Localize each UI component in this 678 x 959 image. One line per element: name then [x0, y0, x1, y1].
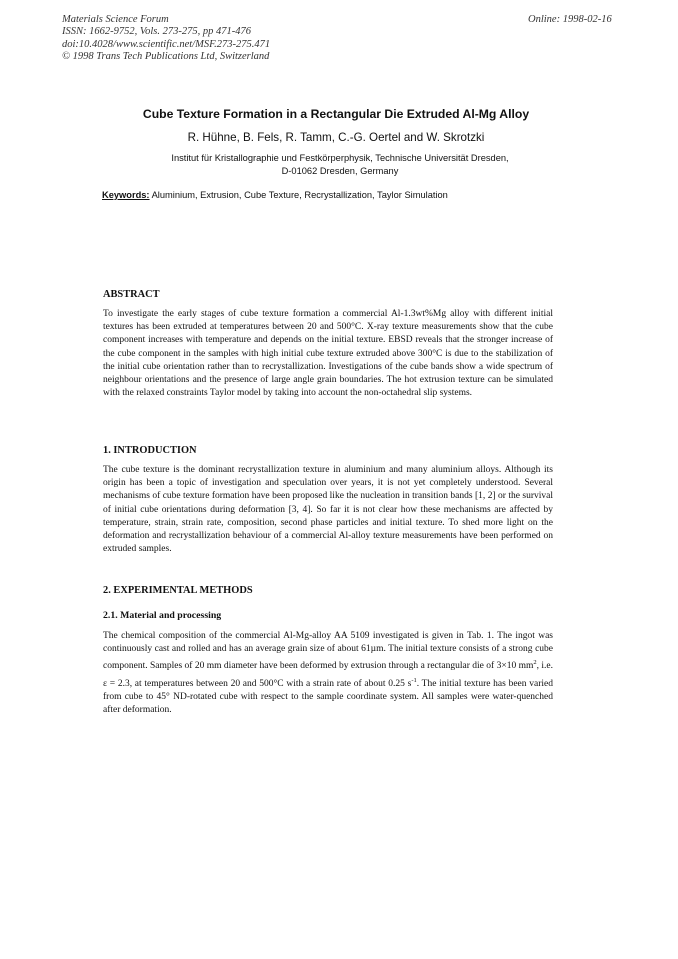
- issn-line: ISSN: 1662-9752, Vols. 273-275, pp 471-476: [62, 26, 251, 38]
- methods-heading: 2. EXPERIMENTAL METHODS: [103, 585, 253, 596]
- keywords-label: Keywords:: [102, 190, 150, 200]
- material-processing-subheading: 2.1. Material and processing: [103, 610, 222, 621]
- introduction-text: The cube texture is the dominant recrystallization texture in aluminium and many aluminium alloys. Although its origin has been a topic of investigation and speculation over years, it is not yet completely understood. Several mechanisms of cube texture formation have been proposed like the nucleation in transition bands [1, 2] or the survival of initial cube orientations during deformation [3, 4]. So far it is not clear how these mechanisms are affected by temperature, strain, strain rate, composition, second phase particles and initial texture. To shed more light on the deformation and recrystallization behaviour of a commercial Al-alloy texture measurements have been performed on extruded samples.: [103, 465, 553, 555]
- superscript: 2: [533, 659, 537, 667]
- online-date: Online: 1998-02-16: [528, 14, 612, 25]
- abstract-heading: ABSTRACT: [103, 289, 160, 300]
- paper-title: Cube Texture Formation in a Rectangular Die Extruded Al-Mg Alloy: [142, 107, 530, 121]
- affiliation-line: D-01062 Dresden, Germany: [281, 165, 399, 176]
- methods-text-part: The chemical composition of the commercial Al-Mg-alloy AA 5109 investigated is given in Tab. 1. The ingot was continuously cast and rolled and has an average grain size of about 61µm. The initial texture consists of a strong cube component. Samples of 20 mm diameter have been deformed by extrusion through a rectangular die of 3×10 mm: [103, 631, 553, 672]
- keywords-text: Aluminium, Extrusion, Cube Texture, Recrystallization, Taylor Simulation: [149, 190, 448, 200]
- journal-header: [62, 14, 270, 63]
- superscript: -1: [411, 676, 417, 684]
- methods-text-part: . The initial texture has been varied from cube to 45° ND-rotated cube with respect to the sample coordinate system. All samples were water-quenched after deformation.: [103, 678, 553, 716]
- introduction-heading: 1. INTRODUCTION: [103, 445, 197, 456]
- doi-line: doi:10.4028/www.scientific.net/MSF.273-275.471: [62, 38, 271, 50]
- author-list: R. Hühne, B. Fels, R. Tamm, C.-G. Oertel and W. Skrotzki: [187, 131, 485, 144]
- keywords: [102, 190, 572, 200]
- methods-text-part: , i.e. ε = 2.3, at temperatures between 20 and 500°C with a strain rate of about 0.25 s: [103, 661, 553, 689]
- affiliation-line: Institut für Kristallographie und Festkörperphysik, Technische Universität Dresden,: [171, 153, 509, 163]
- journal-name: Materials Science Forum: [62, 14, 169, 25]
- methods-text: [103, 630, 553, 718]
- abstract-text: To investigate the early stages of cube texture formation a commercial Al-1.3wt%Mg alloy with different initial textures has been extruded at temperatures between 20 and 500°C. X-ray texture measurements show that the cube component increases with temperature and depends on the initial texture. EBSD reveals that the stronger increase of the cube component in the samples with high initial cube texture extruded above 300°C is due to the stabilization of the initial cube orientation rather than to recrystallization. Investigations of the cube bands show a wide spectrum of neighbour orientations and the presence of large angle grain boundaries. The hot extrusion texture can be simulated with the relaxed constraints Taylor model by taking into account the non-octahedral slip systems.: [103, 309, 553, 399]
- copyright-line: © 1998 Trans Tech Publications Ltd, Switzerland: [62, 50, 270, 62]
- affiliation: [110, 152, 570, 177]
